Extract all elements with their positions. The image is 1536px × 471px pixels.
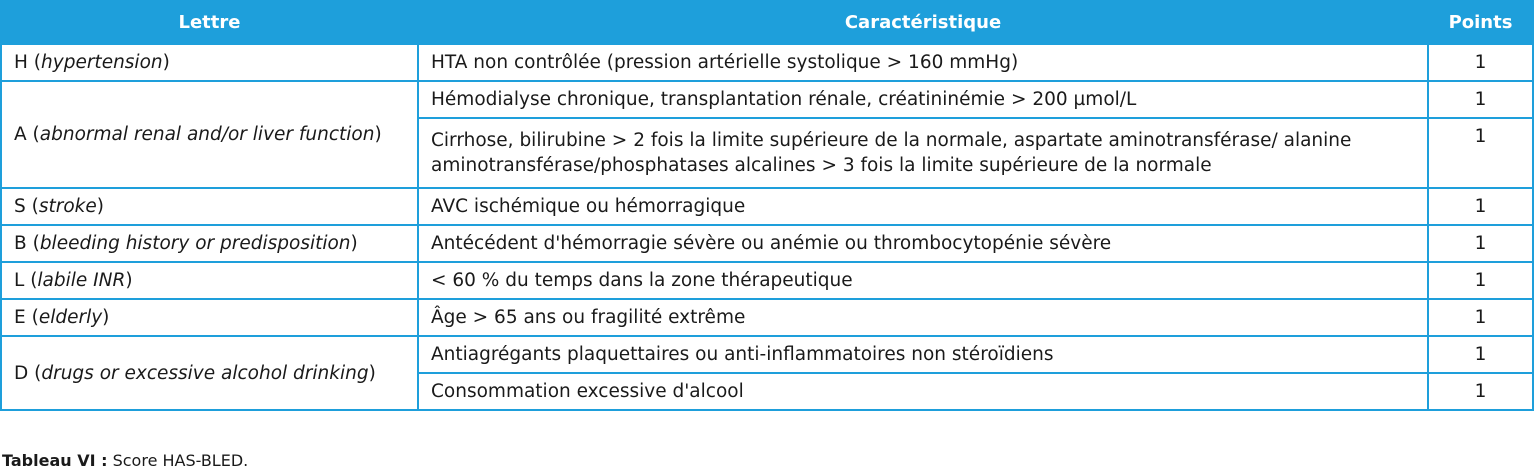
table-row: [1, 262, 1533, 299]
letter-code: H: [14, 52, 28, 73]
points-cell: 1: [1428, 188, 1533, 225]
letter-description: drugs or excessive alcohol drinking: [41, 362, 369, 384]
table-row: [1, 299, 1533, 336]
letter-description: abnormal renal and/or liver function: [39, 124, 375, 145]
letter-cell: A (abnormal renal and/or liver function): [1, 81, 418, 188]
points-cell: 1: [1428, 81, 1533, 118]
letter-description: hypertension: [41, 52, 163, 73]
letter-description: stroke: [38, 196, 97, 217]
letter-code: S: [14, 196, 26, 217]
criterion-cell: Antiagrégants plaquettaires ou anti-inflammatoires non stéroïdiens: [418, 336, 1428, 373]
criterion-cell: < 60 % du temps dans la zone thérapeutique: [418, 262, 1428, 299]
criterion-cell: HTA non contrôlée (pression artérielle systolique > 160 mmHg): [418, 44, 1428, 81]
header-feature: Caractéristique: [418, 1, 1428, 44]
letter-cell: B (bleeding history or predisposition): [1, 225, 418, 262]
criterion-cell: Âge > 65 ans ou fragilité extrême: [418, 299, 1428, 336]
letter-code: A: [14, 124, 27, 145]
table-row: [1, 336, 1533, 373]
points-cell: 1: [1428, 44, 1533, 81]
points-cell: 1: [1428, 299, 1533, 336]
table-row: [1, 188, 1533, 225]
letter-code: E: [14, 307, 26, 328]
table-caption: [2, 452, 248, 470]
criterion-cell: Consommation excessive d'alcool: [418, 373, 1428, 410]
points-cell: 1: [1428, 336, 1533, 373]
caption-label: Tableau VI :: [2, 451, 108, 470]
table-header-row: [1, 1, 1533, 44]
points-cell: 1: [1428, 225, 1533, 262]
points-cell: 1: [1428, 373, 1533, 410]
criterion-cell: AVC ischémique ou hémorragique: [418, 188, 1428, 225]
criterion-cell: Hémodialyse chronique, transplantation rénale, créatininémie > 200 µmol/L: [418, 81, 1428, 118]
letter-cell: D (drugs or excessive alcohol drinking): [1, 336, 418, 410]
table-row: [1, 44, 1533, 81]
criterion-cell: Cirrhose, bilirubine > 2 fois la limite supérieure de la normale, aspartate aminotransférase/ alanine aminotransférase/phosphatases alcalines > 3 fois la limite supérieure de la normale: [418, 118, 1428, 188]
header-points: Points: [1428, 1, 1533, 44]
letter-description: elderly: [38, 307, 103, 328]
letter-code: L: [14, 270, 25, 291]
header-letter: Lettre: [1, 1, 418, 44]
letter-cell: H (hypertension): [1, 44, 418, 81]
letter-description: labile INR: [37, 270, 126, 291]
points-cell: 1: [1428, 118, 1533, 188]
letter-code: D: [14, 362, 29, 384]
letter-cell: E (elderly): [1, 299, 418, 336]
letter-cell: L (labile INR): [1, 262, 418, 299]
letter-cell: S (stroke): [1, 188, 418, 225]
letter-description: bleeding history or predisposition: [39, 233, 351, 254]
criterion-cell: Antécédent d'hémorragie sévère ou anémie ou thrombocytopénie sévère: [418, 225, 1428, 262]
letter-code: B: [14, 233, 27, 254]
points-cell: 1: [1428, 262, 1533, 299]
caption-text: Score HAS-BLED.: [112, 451, 249, 470]
table-row: [1, 81, 1533, 118]
table-row: [1, 225, 1533, 262]
